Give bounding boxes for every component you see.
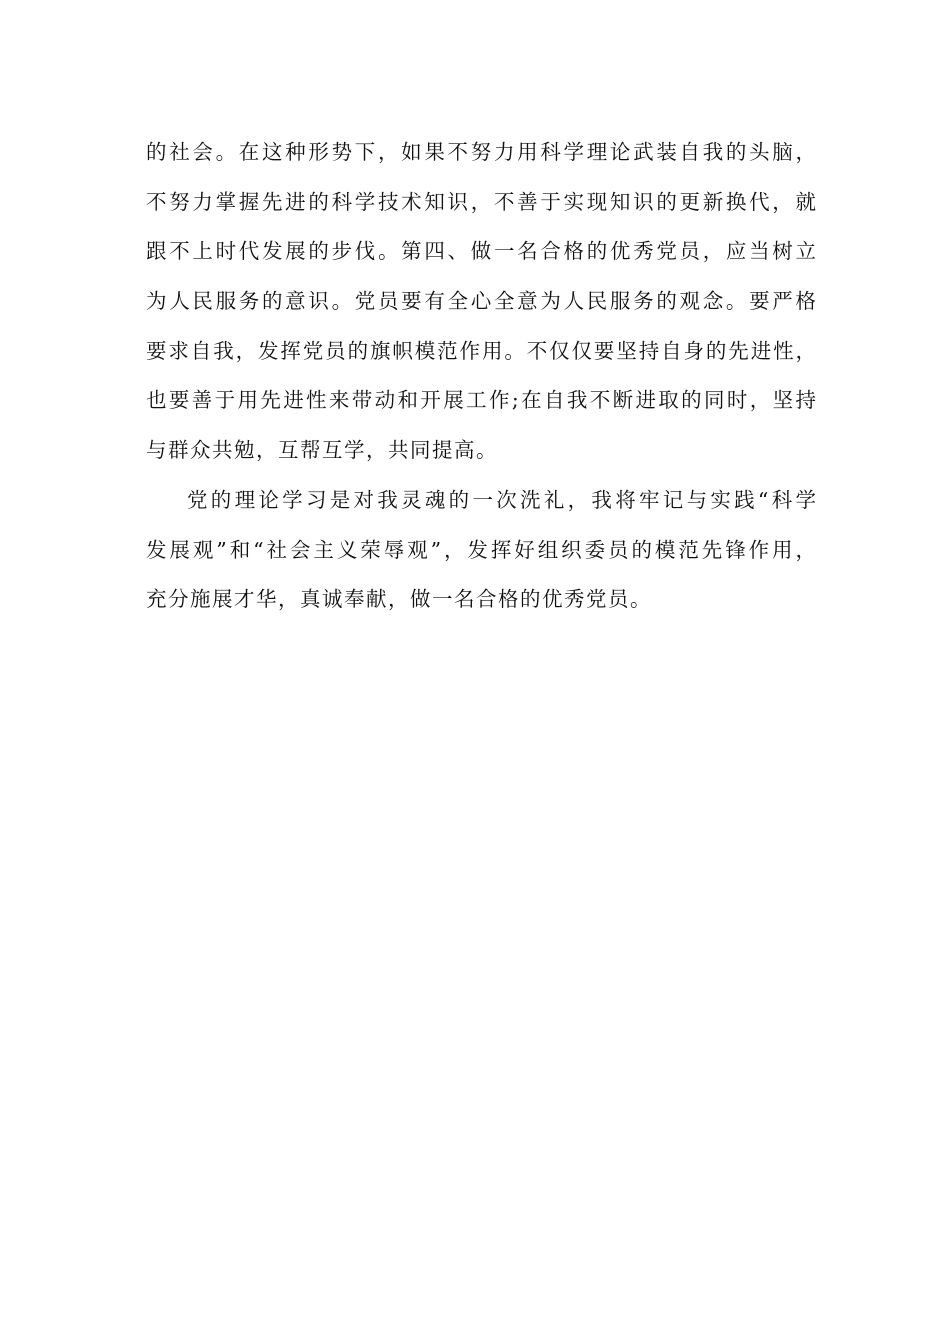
text-line: 充分施展才华，真诚奉献，做一名合格的优秀党员。 bbox=[146, 587, 652, 612]
text-line: 也要善于用先进性来带动和开展工作;在自我不断进取的同时，坚持 bbox=[146, 388, 816, 413]
text-line: 的社会。在这种形势下，如果不努力用科学理论武装自我的头脑， bbox=[146, 140, 816, 164]
paragraph-conclusion bbox=[146, 476, 816, 625]
text-line: 要求自我，发挥党员的旗帜模范作用。不仅仅要坚持自身的先进性， bbox=[146, 338, 816, 363]
text-line: 党的理论学习是对我灵魂的一次洗礼，我将牢记与实践“科学 bbox=[187, 487, 816, 512]
text-line: 跟不上时代发展的步伐。第四、做一名合格的优秀党员，应当树立 bbox=[146, 239, 816, 264]
paragraph-continuation bbox=[146, 128, 816, 476]
text-line: 不努力掌握先进的科学技术知识，不善于实现知识的更新换代，就 bbox=[146, 189, 816, 214]
text-line: 发展观”和“社会主义荣辱观”，发挥好组织委员的模范先锋作用， bbox=[146, 537, 816, 562]
text-line: 为人民服务的意识。党员要有全心全意为人民服务的观念。要严格 bbox=[146, 289, 816, 314]
text-line: 与群众共勉，互帮互学，共同提高。 bbox=[146, 438, 498, 463]
document-body bbox=[146, 128, 816, 625]
